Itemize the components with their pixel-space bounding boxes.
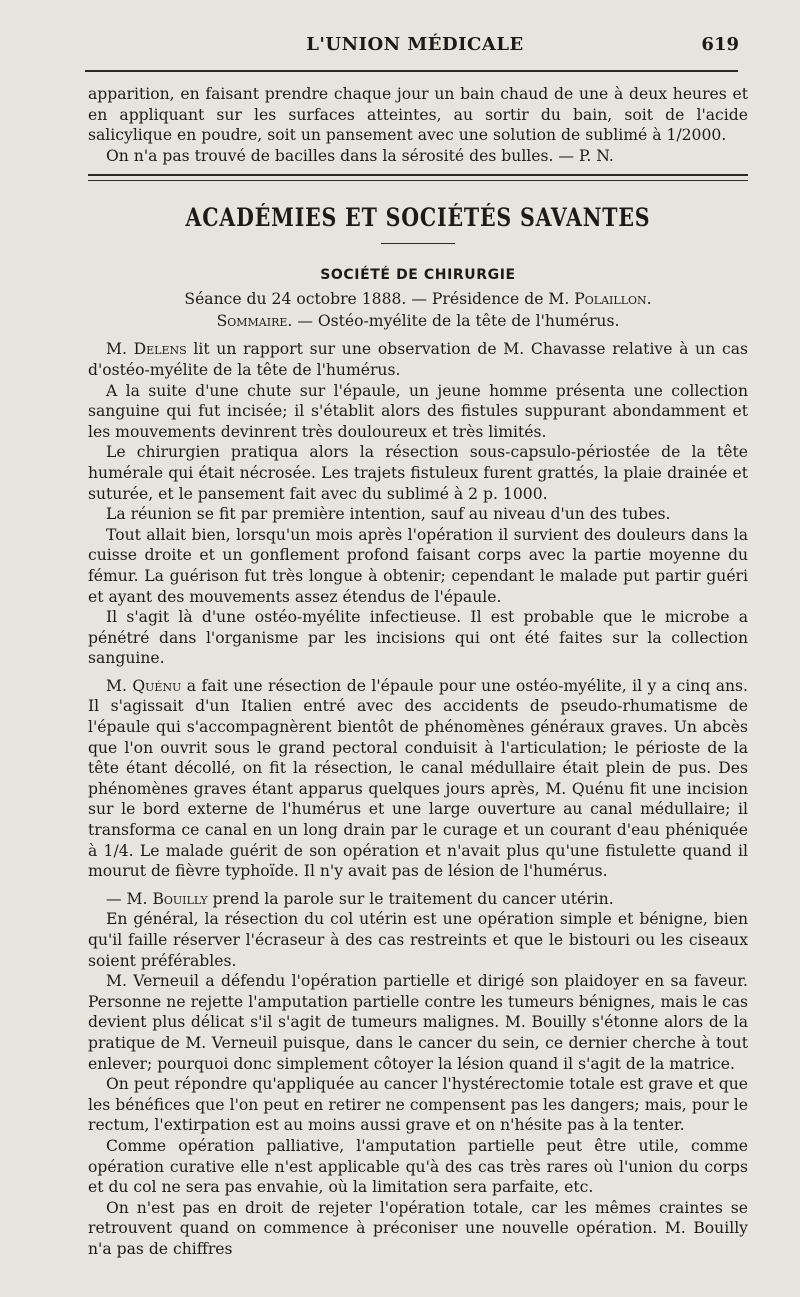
paragraph-bouilly xyxy=(88,889,748,910)
president-name: Polaillon. xyxy=(574,290,652,309)
section-title: ACADÉMIES ET SOCIÉTÉS SAVANTES xyxy=(185,203,651,233)
sommaire-text: — Ostéo-myélite de la tête de l'humérus. xyxy=(292,312,620,331)
intro-paragraph-2: On n'a pas trouvé de bacilles dans la sérosité des bulles. — P. N. xyxy=(106,146,614,165)
running-header xyxy=(85,34,745,60)
paragraph: On n'est pas en droit de rejeter l'opération totale, car les mêmes craintes se retrouvent quand on commence à préconiser une nouvelle opération. M. Bouilly n'a pas de chiffres xyxy=(88,1198,748,1258)
paragraph: M. Verneuil a défendu l'opération partielle et dirigé son plaidoyer en sa faveur. Personne ne rejette l'amputation partielle contre les tumeurs bénignes, mais le cas devient plus délicat s'il s'agit de tumeurs malignes. M. Bouilly s'étonne alors de la pratique de M. Verneuil puisque, dans le cancer du sein, ce dernier cherche à tout enlever; pourquoi donc simplement côtoyer la lésion quand il s'agit de la matrice. xyxy=(88,972,748,1073)
bouilly-text: prend la parole sur le traitement du cancer utérin. xyxy=(207,889,614,908)
header-rule xyxy=(85,70,738,72)
seance-text: Séance du 24 octobre 1888. — Présidence de M. xyxy=(184,290,575,309)
paragraph: A la suite d'une chute sur l'épaule, un jeune homme présenta une collection sanguine qui fut incisée; il s'établit alors des fistules suppurant abondamment et les mouvements devinrent très douloureux et très limités. xyxy=(88,381,748,441)
sommaire-line xyxy=(88,310,748,333)
paragraph-delens xyxy=(88,339,748,380)
bouilly-prefix: — M. xyxy=(106,889,153,908)
intro-paragraph-1: apparition, en faisant prendre chaque jour un bain chaud de une à deux heures et en appliquant sur les surfaces atteintes, au sortir du bain, soit de l'acide salicylique en poudre, soit un pansement avec une solution de sublimé à 1/2000. xyxy=(88,85,748,145)
speaker-delens: M. Delens xyxy=(106,340,187,359)
paragraph: Comme opération palliative, l'amputation partielle peut être utile, comme opération curative elle n'est applicable qu'à des cas très rares où l'union du corps et du col ne sera pas envahie, où la limitation sera parfaite, etc. xyxy=(88,1136,748,1197)
quenu-text: a fait une résection de l'épaule pour une ostéo-myélite, il y a cinq ans. Il s'agissait d'un Italien entré avec des accidents de pseudo-rhumatisme de l'épaule qui s'accompagnèrent bientôt de phénomènes généraux graves. Un abcès que l'on ouvrit sous le grand pectoral conduisit à l'articulation; le périoste de la tête étant décollé, on fit la résection, le canal médullaire était plein de pus. Des phénomènes graves étant apparus quelques jours après, M. Quénu fit une incision sur le bord externe de l'humérus et une large ouverture au canal médullaire; il transforma ce canal en un long drain par le curage et un courant d'eau phéniquée à 1/4. Le malade guérit de son opération et n'avait plus qu'une fistulette quand il mourut de fièvre typhoïde. Il n'y avait pas de lésion de l'humérus. xyxy=(88,676,748,881)
speaker-bouilly: Bouilly xyxy=(152,889,208,908)
paragraph: On peut répondre qu'appliquée au cancer l'hystérectomie totale est grave et que les bénéfices que l'on peut en retirer ne compensent pas les dangers; mais, pour le rectum, l'extirpation est au moins aussi grave et on n'hésite pas à la tenter. xyxy=(88,1075,748,1135)
title-rule xyxy=(381,243,455,244)
delens-text: lit un rapport sur une observation de M. Chavasse relative à un cas d'ostéo-myélite de la tête de l'humérus. xyxy=(88,340,748,379)
paragraph-quenu xyxy=(88,676,748,882)
paragraph: Il s'agit là d'une ostéo-myélite infectieuse. Il est probable que le microbe a pénétré dans l'organisme par les incisions qui ont été faites sur la collection sanguine. xyxy=(88,608,748,668)
society-heading: SOCIÉTÉ DE CHIRURGIE xyxy=(320,267,516,284)
paragraph: Tout allait bien, lorsqu'un mois après l'opération il survient des douleurs dans la cuisse droite et un gonflement profond faisant corps avec la partie moyenne du fémur. La guérison fut très longue à obtenir; cependant le malade put partir guéri et ayant des mouvements assez étendus de l'épaule. xyxy=(88,525,748,606)
page-body xyxy=(88,84,748,1260)
page-number: 619 xyxy=(701,34,739,55)
paragraph: Le chirurgien pratiqua alors la résection sous-capsulo-périostée de la tête humérale qui était nécrosée. Les trajets fistuleux furent grattés, la plaie drainée et suturée, et le pansement fait avec du sublimé à 2 p. 1000. xyxy=(88,443,748,503)
sommaire-label: Sommaire. xyxy=(216,312,293,331)
speaker-quenu: M. Quénu xyxy=(106,676,182,695)
section-separator xyxy=(88,174,748,181)
paragraph: En général, la résection du col utérin est une opération simple et bénigne, bien qu'il faille réserver l'écraseur à des cas restreints et que le bistouri ou les ciseaux soient préférables. xyxy=(88,910,748,970)
journal-title: L'UNION MÉDICALE xyxy=(306,34,524,55)
paragraph: La réunion se fit par première intention, sauf au niveau d'un des tubes. xyxy=(106,505,671,524)
seance-line xyxy=(88,289,748,310)
